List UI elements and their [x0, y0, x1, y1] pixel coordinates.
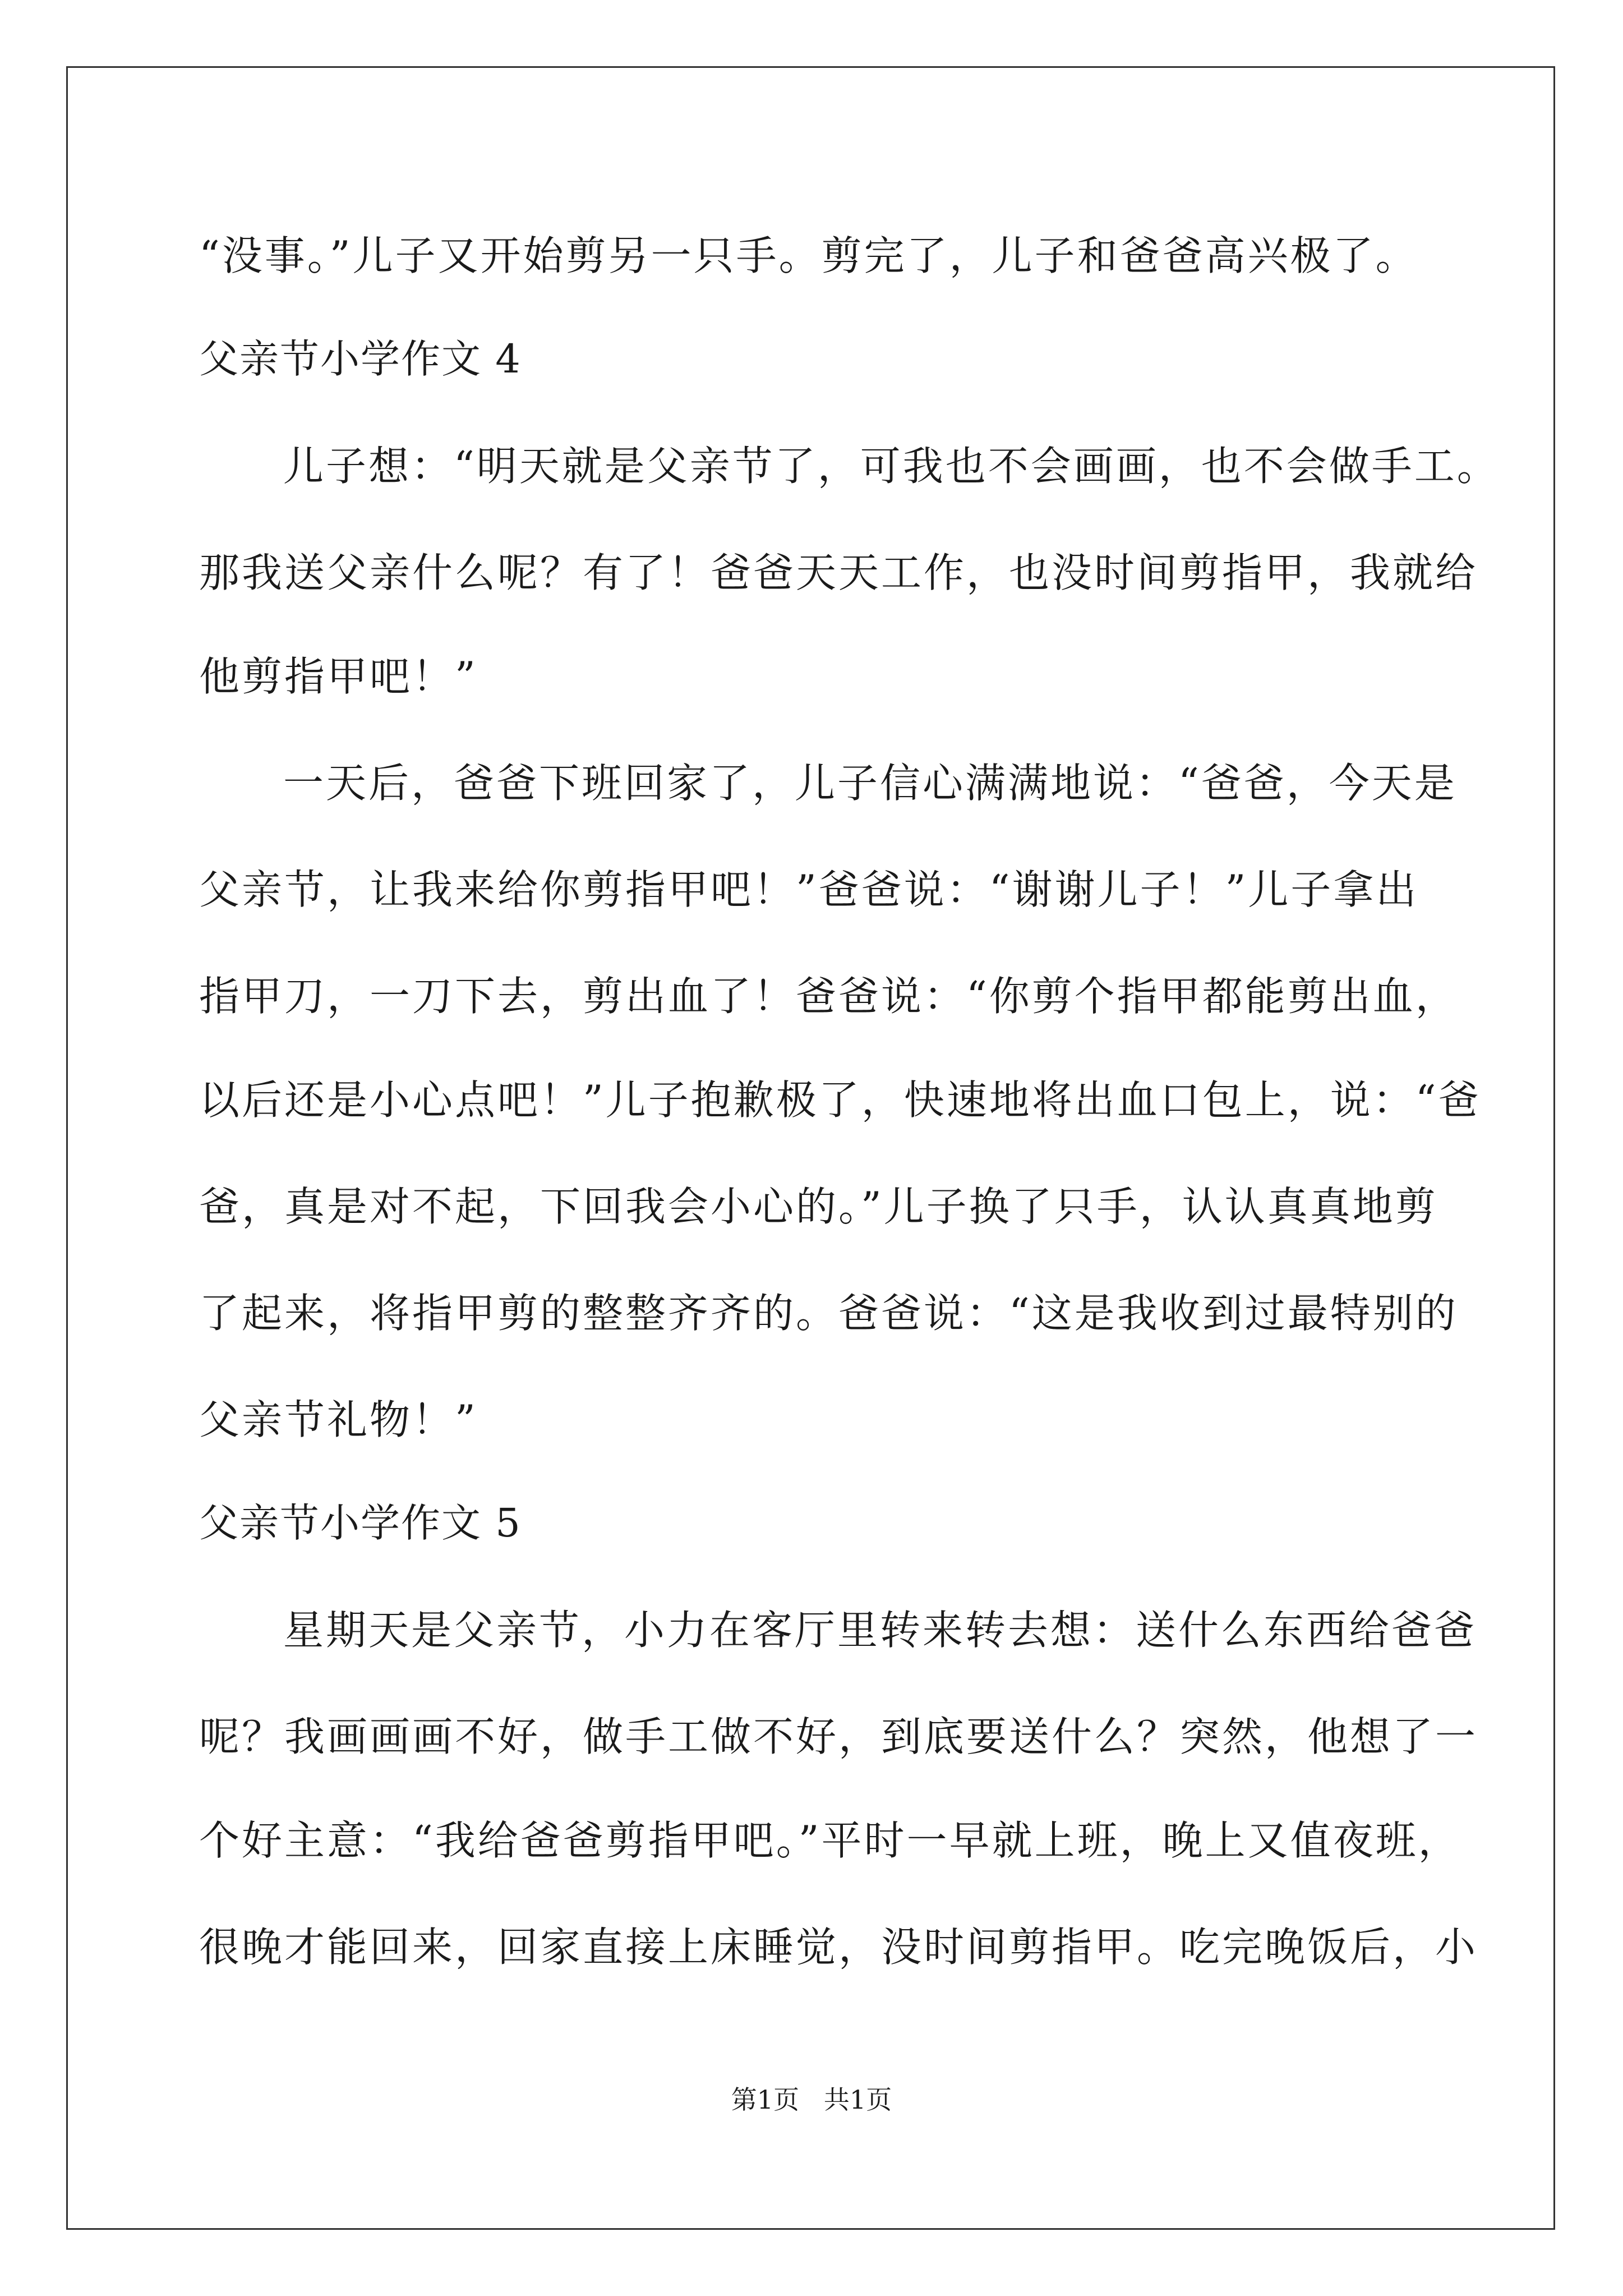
text-line-6: 父亲节，让我来给你剪指甲吧！”爸爸说：“谢谢儿子！”儿子拿出 — [199, 866, 1419, 913]
text-line-4: 他剪指甲吧！” — [199, 653, 478, 700]
text-line-12: 星期天是父亲节，小力在客厅里转来转去想：送什么东西给爸爸 — [283, 1607, 1477, 1654]
text-line-8: 以后还是小心点吧！”儿子抱歉极了，快速地将出血口包上，说：“爸 — [199, 1076, 1481, 1124]
text-line-1: “没事。”儿子又开始剪另一只手。剪完了，儿子和爸爸高兴极了。 — [199, 232, 1418, 279]
text-line-13: 呢？我画画画不好，做手工做不好，到底要送什么？突然，他想了一 — [199, 1713, 1478, 1760]
page-number-footer: 第1页 共1页 — [731, 2085, 892, 2115]
text-line-9: 爸，真是对不起，下回我会小心的。”儿子换了只手，认认真真地剪 — [199, 1183, 1438, 1230]
text-line-11: 父亲节礼物！” — [199, 1396, 478, 1443]
text-line-15: 很晚才能回来，回家直接上床睡觉，没时间剪指甲。吃完晚饭后，小 — [199, 1924, 1478, 1971]
text-line-3: 那我送父亲什么呢？有了！爸爸天天工作，也没时间剪指甲，我就给 — [199, 549, 1478, 596]
text-line-5: 一天后，爸爸下班回家了，儿子信心满满地说：“爸爸，今天是 — [283, 760, 1457, 807]
text-line-14: 个好主意：“我给爸爸剪指甲吧。”平时一早就上班，晚上又值夜班， — [199, 1817, 1461, 1864]
page-border — [66, 66, 1555, 2230]
section-heading-4: 父亲节小学作文 4 — [199, 336, 522, 382]
text-line-10: 了起来，将指甲剪的整整齐齐的。爸爸说：“这是我收到过最特别的 — [199, 1290, 1458, 1337]
text-line-7: 指甲刀，一刀下去，剪出血了！爸爸说：“你剪个指甲都能剪出血， — [199, 973, 1458, 1020]
text-line-2: 儿子想：“明天就是父亲节了，可我也不会画画，也不会做手工。 — [283, 443, 1500, 490]
section-heading-5: 父亲节小学作文 5 — [199, 1500, 522, 1546]
